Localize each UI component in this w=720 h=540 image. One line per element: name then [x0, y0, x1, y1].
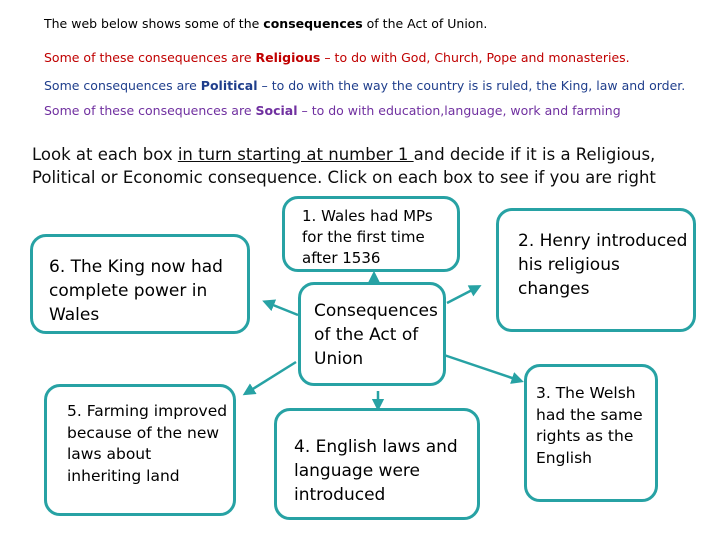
- box-6-label: 6. The King now had complete power in Wales: [49, 257, 223, 325]
- arrow-to-box5: [248, 362, 296, 392]
- box-6-king-power[interactable]: [30, 234, 250, 334]
- intro-social-bold: Social: [255, 103, 298, 118]
- intro-political-bold: Political: [200, 78, 258, 93]
- arrow-to-box6: [268, 303, 298, 315]
- intro-line-3-post: – to do with the way the country is is ruled, the King, law and order.: [257, 78, 686, 93]
- box-1-label: 1. Wales had MPs for the first time after 1536: [302, 207, 433, 267]
- arrow-to-box2: [447, 288, 476, 303]
- intro-religious-bold: Religious: [255, 50, 321, 65]
- intro-line-4-pre: Some of these consequences are: [44, 103, 256, 118]
- box-4-label: 4. English laws and language were introduced: [294, 437, 458, 505]
- intro-line-1-post: of the Act of Union.: [362, 16, 488, 31]
- box-3-welsh-rights[interactable]: [524, 364, 658, 502]
- box-5-label: 5. Farming improved because of the new laws about inheriting land: [67, 402, 228, 485]
- intro-line-3-pre: Some consequences are: [44, 78, 201, 93]
- instruction-underlined: in turn starting at number 1: [177, 145, 414, 164]
- box-2-henry-religious[interactable]: [496, 208, 696, 332]
- intro-line-4-post: – to do with education,language, work and farming: [297, 103, 621, 118]
- instruction-post: and decide if it is a Religious, Political or Economic consequence. Click on each box to see if you are right: [32, 145, 656, 187]
- intro-line-1-pre: The web below shows some of the: [44, 16, 264, 31]
- intro-line-2-pre: Some of these consequences are: [44, 50, 256, 65]
- box-4-english-laws[interactable]: [274, 408, 480, 520]
- box-center-consequences: [298, 282, 446, 386]
- arrow-to-box3: [444, 355, 518, 380]
- instruction-pre: Look at each box: [32, 145, 178, 164]
- center-label: Consequences of the Act of Union: [314, 301, 438, 369]
- box-1-wales-mps[interactable]: [282, 196, 460, 272]
- box-5-farming[interactable]: [44, 384, 236, 516]
- intro-consequences-bold: consequences: [263, 16, 363, 31]
- box-3-label: 3. The Welsh had the same rights as the English: [536, 384, 643, 467]
- intro-line-2-post: – to do with God, Church, Pope and monasteries.: [320, 50, 630, 65]
- box-2-label: 2. Henry introduced his religious changes: [518, 231, 688, 299]
